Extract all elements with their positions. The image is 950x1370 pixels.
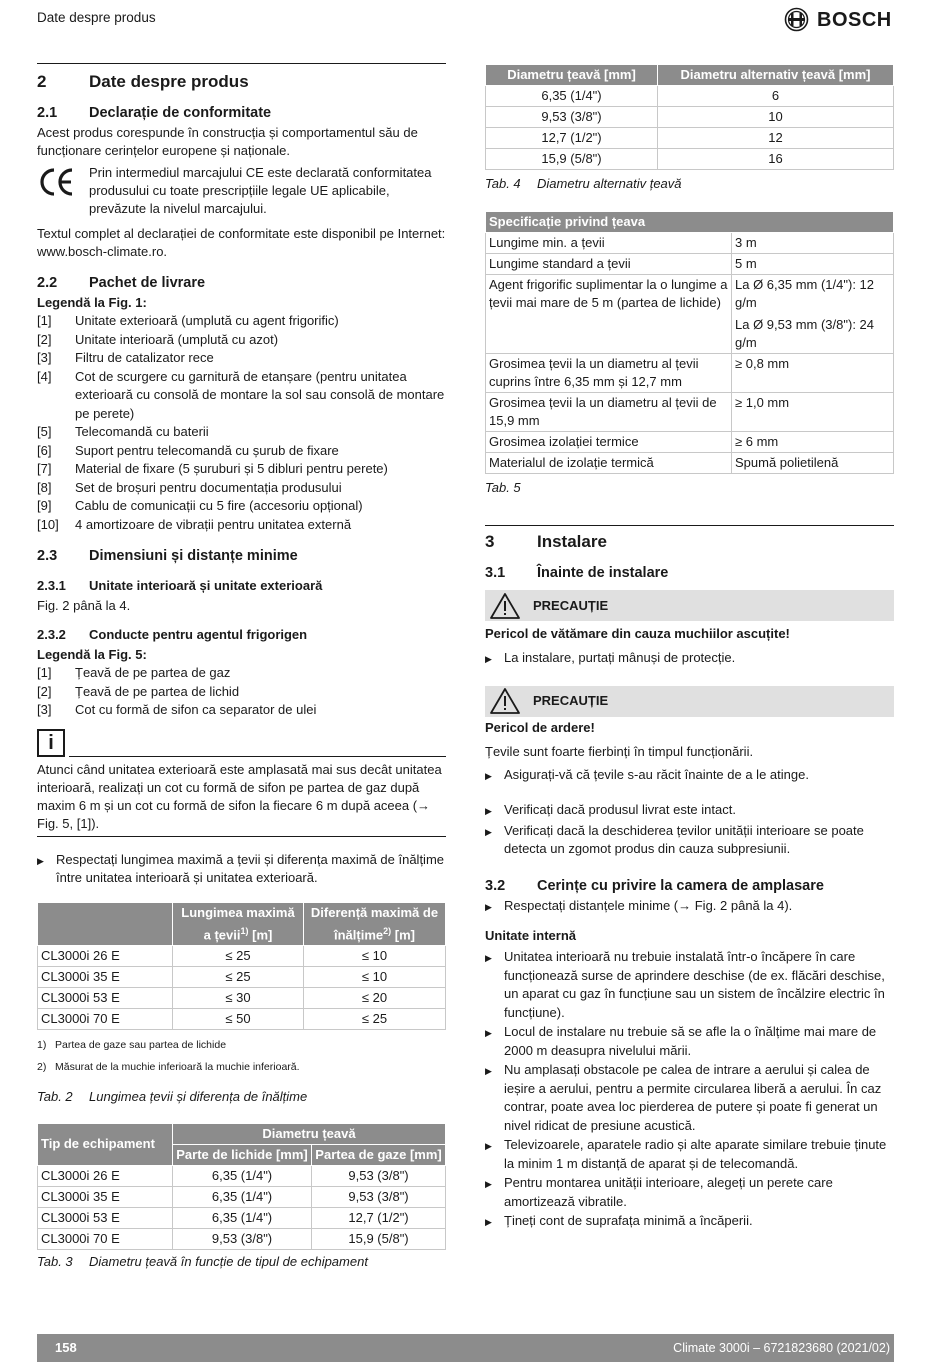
spec-key: Grosimea izolației termice <box>486 432 732 453</box>
bullet-arrow-icon: ▶ <box>485 1028 492 1038</box>
caution-bar-1 <box>485 590 894 621</box>
bullet-item: ▶ Țineți cont de suprafața minimă a încăperii. <box>485 1212 894 1232</box>
indoor-unit-list <box>485 948 894 1232</box>
bullet-item: ▶ Pentru montarea unității interioare, alegeți un perete care amortizează vibratile. <box>485 1174 894 1211</box>
table-row <box>38 987 446 1008</box>
table-cell: ≤ 30 <box>173 987 304 1008</box>
table-row <box>38 1228 446 1249</box>
table-cell: CL3000i 35 E <box>38 1186 173 1207</box>
legend-fig5-title: Legendă la Fig. 5: <box>37 647 147 662</box>
table-row <box>486 254 894 275</box>
legend-item: [10] 4 amortizoare de vibrații pentru unitatea externă <box>37 516 352 532</box>
legend-item: [2] Unitate interioară (umplută cu azot) <box>37 331 279 347</box>
table-cell: ≤ 10 <box>304 966 446 987</box>
caution-label-2: PRECAUȚIE <box>533 693 609 708</box>
page-number: 158 <box>55 1340 77 1355</box>
bullet-item: ▶ Verificați dacă la deschiderea țevilor unității interioare se poate detecta un zgomot produs din cauza subpresiunii. <box>485 822 894 859</box>
table-cell: ≤ 25 <box>173 966 304 987</box>
table-cell: 6,35 (1/4") <box>486 86 658 107</box>
spec-value: ≥ 1,0 mm <box>732 393 894 432</box>
doc-reference: Climate 3000i – 6721823680 (2021/02) <box>673 1341 890 1355</box>
legend-item: [6] Suport pentru telecomandă cu șurub de fixare <box>37 442 339 458</box>
section-2-heading: 2 Date despre produs <box>37 72 249 91</box>
tab2-footnote-1: 1) Partea de gaze sau partea de lichide <box>37 1038 227 1051</box>
legend-item: [5] Telecomandă cu baterii <box>37 424 209 439</box>
caution-bullet-2: ▶ Asigurați-vă că țevile s-au răcit înainte de a le atinge. <box>485 766 809 782</box>
legend-item: [3] Filtru de catalizator rece <box>37 350 214 365</box>
warning-triangle-icon <box>489 592 521 620</box>
bullet-item: ▶ Nu amplasați obstacole pe calea de intrare a aerului și calea de ieșire a aerului, pentru a permite circularea liberă a aerului. În caz contrar, poate avea loc pierderea de putere și poate fi generat un nivel ridicat de presiune acustică. <box>485 1061 894 1135</box>
info-box <box>37 729 446 837</box>
table-cell: 12,7 (1/2") <box>312 1207 446 1228</box>
table-cell: ≤ 20 <box>304 987 446 1008</box>
conformity-paragraph: Acest produs corespunde în construcția și comportamentul său de funcționare cerințelor europene și naționale. <box>37 125 418 158</box>
legend-item: [4] Cot de scurgere cu garnitură de etanșare (pentru unitatea exterioară cu consolă de montare la sol sau consolă de montare pe perete) <box>37 368 445 421</box>
fig-reference: Fig. 2 până la 4. <box>37 598 131 613</box>
legend-fig1-list <box>37 312 446 534</box>
spec-key: Lungime standard a țevii <box>486 254 732 275</box>
spec-key: Agent frigorific suplimentar la o lungime a țevii mai mare de 5 m (partea de lichide) <box>486 275 732 354</box>
table-row <box>486 354 894 393</box>
table-cell: 9,53 (3/8") <box>486 107 658 128</box>
table-5 <box>485 211 894 474</box>
ce-mark <box>37 164 89 218</box>
bullet-item: ▶ Locul de instalare nu trebuie să se afle la o înălțime mai mare de 2000 m deasupra nivelului mării. <box>485 1023 894 1060</box>
table-cell: 16 <box>658 149 894 170</box>
table-row <box>486 86 894 107</box>
table-row <box>486 149 894 170</box>
bullet-arrow-icon: ▶ <box>485 806 492 816</box>
table-4 <box>485 64 894 170</box>
checks-list <box>485 801 894 859</box>
info-text: Atunci când unitatea exterioară este amplasată mai sus decât unitatea interioară, realizați un cot cu formă de sifon pe partea de gaz după maxim 6 m și un cot cu formă de sifon la fiecare 6 m după aceea (→ Fig. 5, [1]). <box>37 761 446 837</box>
bosch-wordmark: BOSCH <box>817 8 892 31</box>
section-3-heading: 3 Instalare <box>485 532 607 551</box>
section-2-3-1-heading: 2.3.1 Unitate interioară și unitate exterioară <box>37 578 323 593</box>
table-row <box>38 1207 446 1228</box>
table-cell: CL3000i 70 E <box>38 1228 173 1249</box>
table-cell: ≤ 25 <box>173 945 304 966</box>
tab3-caption: Tab. 3 Diametru țeavă în funcție de tipul de echipament <box>37 1253 368 1269</box>
tab4-header-alt: Diametru alternativ țeavă [mm] <box>658 65 894 86</box>
table-row <box>38 1165 446 1186</box>
table-row <box>486 453 894 474</box>
indoor-unit-title: Unitate internă <box>485 928 577 943</box>
caution-label-1: PRECAUȚIE <box>533 597 609 613</box>
declaration-link-paragraph: Textul complet al declarației de conformitate este disponibil pe Internet: www.bosch-climate.ro. <box>37 226 446 259</box>
tab3-header-gas: Partea de gaze [mm] <box>312 1144 446 1165</box>
table-cell: CL3000i 70 E <box>38 1008 173 1029</box>
tab2-header-blank <box>38 902 173 945</box>
spec-value: ≥ 6 mm <box>732 432 894 453</box>
footer-bar <box>37 1334 894 1362</box>
bullet-length: ▶ Respectați lungimea maximă a țevii și diferența maximă de înălțime între unitatea interioară și unitatea exterioară. <box>37 851 445 885</box>
table-cell: 15,9 (5/8") <box>486 149 658 170</box>
table-cell: 6,35 (1/4") <box>173 1165 312 1186</box>
spec-key: Grosimea țevii la un diametru al țevii cuprins între 6,35 mm și 12,7 mm <box>486 354 732 393</box>
bullet-arrow-icon: ▶ <box>485 826 492 837</box>
table-cell: 10 <box>658 107 894 128</box>
tab4-header-diameter: Diametru țeavă [mm] <box>486 65 658 86</box>
legend-item: [8] Set de broșuri pentru documentația produsului <box>37 479 342 495</box>
tab2-header-height: Diferență maximă de înălțime$^{2)}$ [m] <box>304 902 446 945</box>
running-title: Date despre produs <box>37 10 156 25</box>
spec-key: Grosimea țevii la un diametru al țevii de 15,9 mm <box>486 393 732 432</box>
bullet-item: ▶ Verificați dacă produsul livrat este intact. <box>485 801 894 821</box>
bullet-item: ▶ Unitatea interioară nu trebuie instalată într-o încăpere în care funcționează surse de aprindere deschise (de ex. flăcări deschise, un aparat cu gaz în funcțiune sau un sistem de încălzire electric în funcțiune). <box>485 948 894 1022</box>
table-cell: ≤ 25 <box>304 1008 446 1029</box>
tab2-footnote-2: 2) Măsurat de la muchie inferioară la muchie inferioară. <box>37 1060 300 1073</box>
table-cell: 12 <box>658 128 894 149</box>
table-3 <box>37 1123 446 1250</box>
ce-icon <box>37 166 77 198</box>
spec-value: 5 m <box>732 254 894 275</box>
legend-item: [1] Țeavă de pe partea de gaz <box>37 665 231 680</box>
bullet-arrow-icon: ▶ <box>485 953 492 963</box>
table-cell: 6,35 (1/4") <box>173 1186 312 1207</box>
bullet-arrow-icon: ▶ <box>485 1141 492 1151</box>
spec-key: Lungime min. a țevii <box>486 233 732 254</box>
table-row <box>38 945 446 966</box>
table-cell: CL3000i 35 E <box>38 966 173 987</box>
table-cell: CL3000i 26 E <box>38 945 173 966</box>
legend-item: [1] Unitate exterioară (umplută cu agent frigorific) <box>37 313 339 328</box>
table-cell: ≤ 10 <box>304 945 446 966</box>
spec-value: La Ø 6,35 mm (1/4"): 12 g/m La Ø 9,53 mm (3/8"): 24 g/m <box>732 275 894 354</box>
table-cell: CL3000i 53 E <box>38 987 173 1008</box>
info-icon: i <box>37 729 65 757</box>
table-row <box>38 1186 446 1207</box>
table-cell: 15,9 (5/8") <box>312 1228 446 1249</box>
tab3-header-type: Tip de echipament <box>38 1123 173 1165</box>
section-2-1-heading: 2.1 Declarație de conformitate <box>37 105 272 121</box>
table-cell: CL3000i 26 E <box>38 1165 173 1186</box>
tab2-caption: Tab. 2 Lungimea țevii și diferența de înălțime <box>37 1088 308 1104</box>
caution-text-2: Țevile sunt foarte fierbinți în timpul funcționării. <box>485 743 754 759</box>
bosch-logo <box>784 7 892 32</box>
tab3-header-diameter: Diametru țeavă <box>173 1123 446 1144</box>
legend-fig1-title: Legendă la Fig. 1: <box>37 295 147 310</box>
table-row <box>486 107 894 128</box>
legend-item: [7] Material de fixare (5 șuruburi și 5 dibluri pentru perete) <box>37 461 388 476</box>
bullet-arrow-icon: ▶ <box>485 1179 492 1189</box>
section-3-1-heading: 3.1 Înainte de instalare <box>485 565 669 581</box>
caution-title-2: Pericol de ardere! <box>485 719 595 735</box>
caution-bullet-1: ▶ La instalare, purtați mânuși de protecție. <box>485 650 736 665</box>
ce-text: Prin intermediul marcajului CE este declarată conformitatea produsului cu toate prescripțiile legale UE aplicabile, prevăzute la nivelul marcajului. <box>89 165 432 216</box>
bullet-item: ▶ Televizoarele, aparatele radio și alte aparate similare trebuie ținute la minim 1 m distanță de aparat și de telecomandă. <box>485 1136 894 1173</box>
table-cell: 6 <box>658 86 894 107</box>
legend-item: [9] Cablu de comunicații cu 5 fire (accesoriu opțional) <box>37 498 363 513</box>
warning-triangle-icon <box>489 687 521 715</box>
table-row <box>486 432 894 453</box>
bosch-armature-icon <box>784 7 809 32</box>
legend-fig5-list <box>37 664 446 720</box>
table-cell: 6,35 (1/4") <box>173 1207 312 1228</box>
table-row <box>38 966 446 987</box>
table-row <box>486 233 894 254</box>
spec-value: Spumă polietilenă <box>732 453 894 474</box>
table-row <box>486 275 894 354</box>
tab2-header-length: Lungimea maximă a țevii$^{1)}$ [m] <box>173 902 304 945</box>
bullet-arrow-icon: ▶ <box>485 1066 492 1076</box>
tab4-caption: Tab. 4 Diametru alternativ țeavă <box>485 176 682 191</box>
table-cell: 9,53 (3/8") <box>312 1165 446 1186</box>
tab5-header: Specificație privind țeava <box>486 212 894 233</box>
table-cell: 9,53 (3/8") <box>173 1228 312 1249</box>
section-2-3-heading: 2.3 Dimensiuni și distanțe minime <box>37 548 298 564</box>
table-cell: ≤ 50 <box>173 1008 304 1029</box>
bullet-arrow-icon: ▶ <box>485 1217 492 1227</box>
bullet-min-distances: ▶ Respectați distanțele minime (→ Fig. 2 până la 4). <box>485 897 793 913</box>
section-2-3-2-heading: 2.3.2 Conducte pentru agentul frigorigen <box>37 627 308 642</box>
table-cell: CL3000i 53 E <box>38 1207 173 1228</box>
tab5-caption: Tab. 5 <box>485 480 521 495</box>
table-cell: 9,53 (3/8") <box>312 1186 446 1207</box>
table-row <box>38 1008 446 1029</box>
caution-bar-2 <box>485 686 894 717</box>
tab3-header-liquid: Parte de lichide [mm] <box>173 1144 312 1165</box>
table-row <box>486 393 894 432</box>
legend-item: [3] Cot cu formă de sifon ca separator de ulei <box>37 702 317 717</box>
section-3-2-heading: 3.2 Cerințe cu privire la camera de amplasare <box>485 877 824 894</box>
legend-item: [2] Țeavă de pe partea de lichid <box>37 683 240 699</box>
table-row <box>486 128 894 149</box>
table-cell: 12,7 (1/2") <box>486 128 658 149</box>
caution-title-1: Pericol de vătămare din cauza muchiilor ascuțite! <box>485 626 790 641</box>
left-column <box>37 63 446 1271</box>
spec-key: Materialul de izolație termică <box>486 453 732 474</box>
spec-value: 3 m <box>732 233 894 254</box>
right-column <box>485 64 894 1232</box>
spec-value: ≥ 0,8 mm <box>732 354 894 393</box>
section-2-2-heading: 2.2 Pachet de livrare <box>37 275 206 291</box>
table-2 <box>37 902 446 1030</box>
